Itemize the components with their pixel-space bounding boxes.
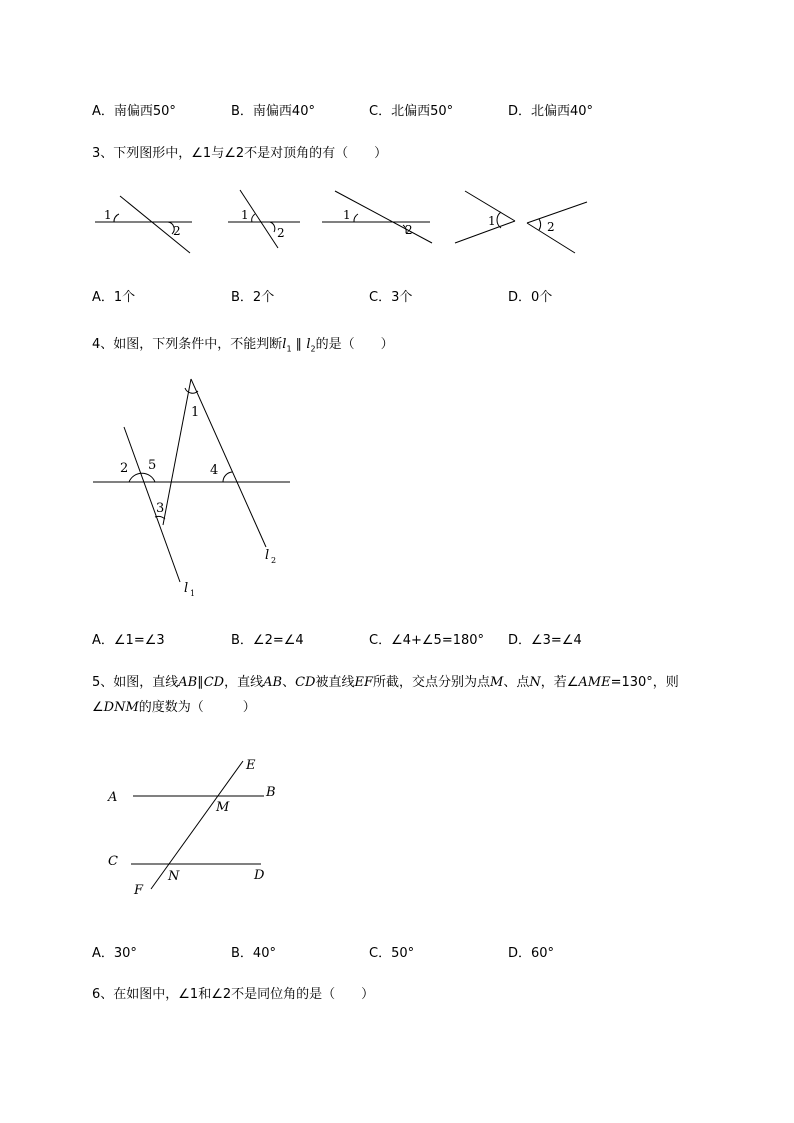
q3-option-d: D．0个 xyxy=(508,290,553,305)
q3-fig1-label-1: 1 xyxy=(104,208,112,222)
q3-fig3-label-1: 1 xyxy=(343,208,351,222)
q5-option-a: A．30° xyxy=(92,946,137,961)
q3-fig4-label-1: 1 xyxy=(488,214,496,228)
q2-option-a: A．南偏西50° xyxy=(92,104,176,119)
q5-label-F: F xyxy=(134,883,144,898)
q5-label-N: N xyxy=(168,869,180,884)
q4-label-angle2: 2 xyxy=(120,461,129,476)
q3-fig4-label-2: 2 xyxy=(547,220,555,234)
q5-label-D: D xyxy=(254,868,265,883)
q4-label-angle4: 4 xyxy=(210,463,219,478)
q5-label-A: A xyxy=(108,790,118,805)
q3-option-c: C．3个 xyxy=(369,290,413,305)
q5-question-line2: ∠DNM的度数为（ ） xyxy=(92,700,256,715)
q3-fig2-label-1: 1 xyxy=(241,208,249,222)
q3-fig3-label-2: 2 xyxy=(405,223,413,237)
q2-option-d: D．北偏西40° xyxy=(508,104,594,119)
q3-question: 3、下列图形中，∠1与∠2不是对顶角的有（ ） xyxy=(92,146,388,161)
q3-option-b: B．2个 xyxy=(231,290,275,305)
q4-label-l1-sub: 1 xyxy=(190,589,196,598)
q4-option-d: D．∠3=∠4 xyxy=(508,633,582,648)
q5-option-d: D．60° xyxy=(508,946,555,961)
q5-option-b: B．40° xyxy=(231,946,276,961)
q3-fig2-label-2: 2 xyxy=(277,226,285,240)
q3-fig1-label-2: 2 xyxy=(173,224,181,238)
q4-label-l2-sub: 2 xyxy=(271,556,277,565)
q5-label-C: C xyxy=(108,854,118,869)
q2-option-c: C．北偏西50° xyxy=(369,104,454,119)
q5-label-E: E xyxy=(246,758,256,773)
q3-option-a: A．1个 xyxy=(92,290,136,305)
q4-label-angle1: 1 xyxy=(191,405,200,420)
q4-question: 4、如图，下列条件中，不能判断$l_1$ ∥ $l_2$的是（ ） xyxy=(92,337,394,354)
q4-label-angle5: 5 xyxy=(148,458,157,473)
q6-question: 6、在如图中，∠1和∠2不是同位角的是（ ） xyxy=(92,987,375,1002)
q5-label-M: M xyxy=(216,800,230,815)
q4-label-l1: l xyxy=(184,581,189,596)
q4-label-angle3: 3 xyxy=(156,501,165,516)
q5-question-line1: 5、如图，直线AB∥CD，直线AB、CD被直线EF所截，交点分别为点M、点N，若∠AME=130°，则 xyxy=(92,675,679,690)
q4-label-l2: l xyxy=(265,548,270,563)
q4-option-c: C．∠4+∠5=180° xyxy=(369,633,485,648)
q5-option-c: C．50° xyxy=(369,946,415,961)
q5-label-B: B xyxy=(266,785,276,800)
q4-option-b: B．∠2=∠4 xyxy=(231,633,304,648)
q4-option-a: A．∠1=∠3 xyxy=(92,633,165,648)
q2-option-b: B．南偏西40° xyxy=(231,104,315,119)
